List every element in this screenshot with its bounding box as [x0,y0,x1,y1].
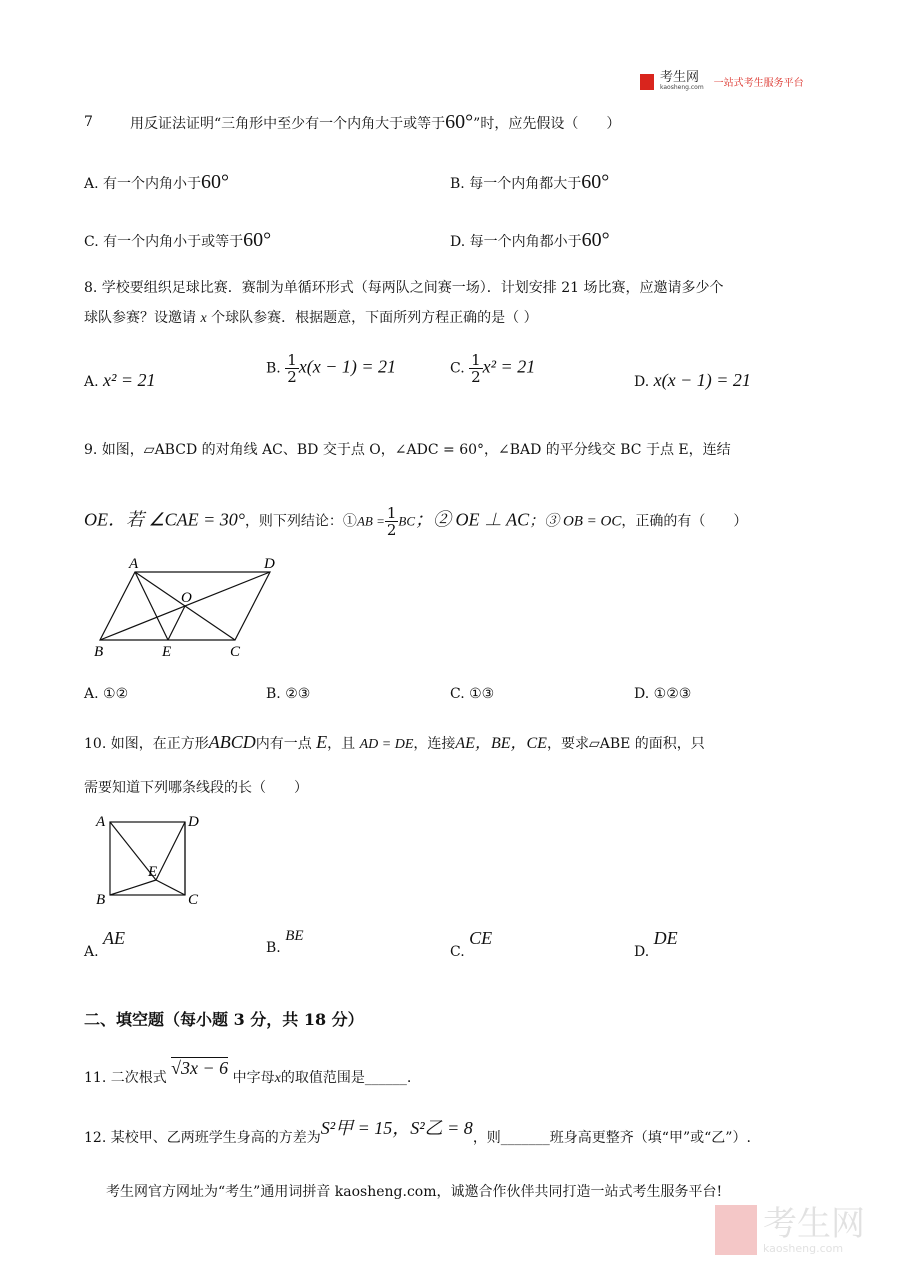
svg-text:A: A [129,556,139,572]
q9-option-a: A. ①② [84,686,129,702]
q8-option-d: D. x(x − 1) = 21 [634,370,751,390]
q8-option-b: B. $\frac{1}{2}$ x(x − 1) = 21 [266,351,397,386]
svg-text:B: B [96,892,106,908]
q10-stem-line2: 需要知道下列哪条线段的长（ ） [84,780,308,796]
svg-text:A: A [96,814,106,830]
q10-option-a: A. AE [84,928,126,960]
q10-option-b: B. BE [266,928,304,956]
watermark: 考生网 kaosheng.com [715,1205,865,1255]
q8-stem-line1: 8. 学校要组织足球比赛．赛制为单循环形式（每两队之间赛一场）．计划安排 21 场比赛，应邀请多少个 [84,280,724,296]
svg-text:C: C [188,892,199,908]
section-heading: 二、填空题（每小题 3 分，共 18 分） [84,1010,364,1029]
watermark-logo-icon [715,1205,757,1255]
q9-stem-line2: OE．若 ∠CAE = 30°，则下列结论：①AB = $\frac{1}{2}$ BC；② OE ⊥ AC；③ OB = OC，正确的有（ ） [84,504,748,539]
svg-text:D: D [188,814,199,830]
q9-stem-line1: 9. 如图，▱ABCD 的对角线 AC、BD 交于点 O，∠ADC = 60°，∠BAD 的平分线交 BC 于点 E，连结 [84,442,731,458]
q7-option-c: C. 有一个内角小于或等于60° [84,229,272,251]
footer-note: 考生网官方网址为“考生”通用词拼音 kaosheng.com，诚邀合作伙伴共同打造一站式考生服务平台! [106,1184,723,1200]
logo-mark-icon [640,74,654,90]
svg-text:D: D [264,556,275,572]
q7-option-a: A. 有一个内角小于60° [84,171,230,193]
svg-text:O: O [181,590,192,606]
q7-option-d: D. 每一个内角都小于60° [450,229,610,251]
q9-option-d: D. ①②③ [634,686,692,702]
parallelogram-figure [88,552,288,662]
q10-stem-line1: 10. 如图，在正方形ABCD内有一点 E，且 AD = DE，连接AE，BE，CE，要求▱ABE 的面积，只 [84,732,705,752]
q8-stem-line2: 球队参赛？设邀请 x 个球队参赛．根据题意，下面所列方程正确的是（ ） [84,310,538,326]
q7-option-b: B. 每一个内角都大于60° [450,171,610,193]
q11: 11. 二次根式 √3x − 6 中字母x的取值范围是______. [84,1058,412,1086]
svg-text:E: E [162,644,172,660]
q7-number: 7 [84,114,93,130]
q10-option-d: D. DE [634,928,678,960]
svg-text:B: B [94,644,104,660]
q7-stem: 用反证法证明“三角形中至少有一个内角大于或等于60°”时，应先假设（ ） [130,111,621,133]
q9-option-c: C. ①③ [450,686,495,702]
q9-option-b: B. ②③ [266,686,311,702]
square-figure [90,808,210,908]
slogan: 一站式考生服务平台 [713,78,804,89]
q10-option-c: C. CE [450,928,493,960]
q8-option-a: A. x² = 21 [84,370,156,390]
q8-option-c: C. $\frac{1}{2}$ x² = 21 [450,351,536,386]
svg-text:E: E [148,864,158,880]
q12: 12. 某校甲、乙两班学生身高的方差为S²甲 = 15，S²乙 = 8，则_______班身高更整齐（填“甲”或“乙”）. [84,1118,751,1146]
svg-text:C: C [230,644,241,660]
site-logo: 考生网 kaosheng.com 一站式考生服务平台 [640,72,804,91]
